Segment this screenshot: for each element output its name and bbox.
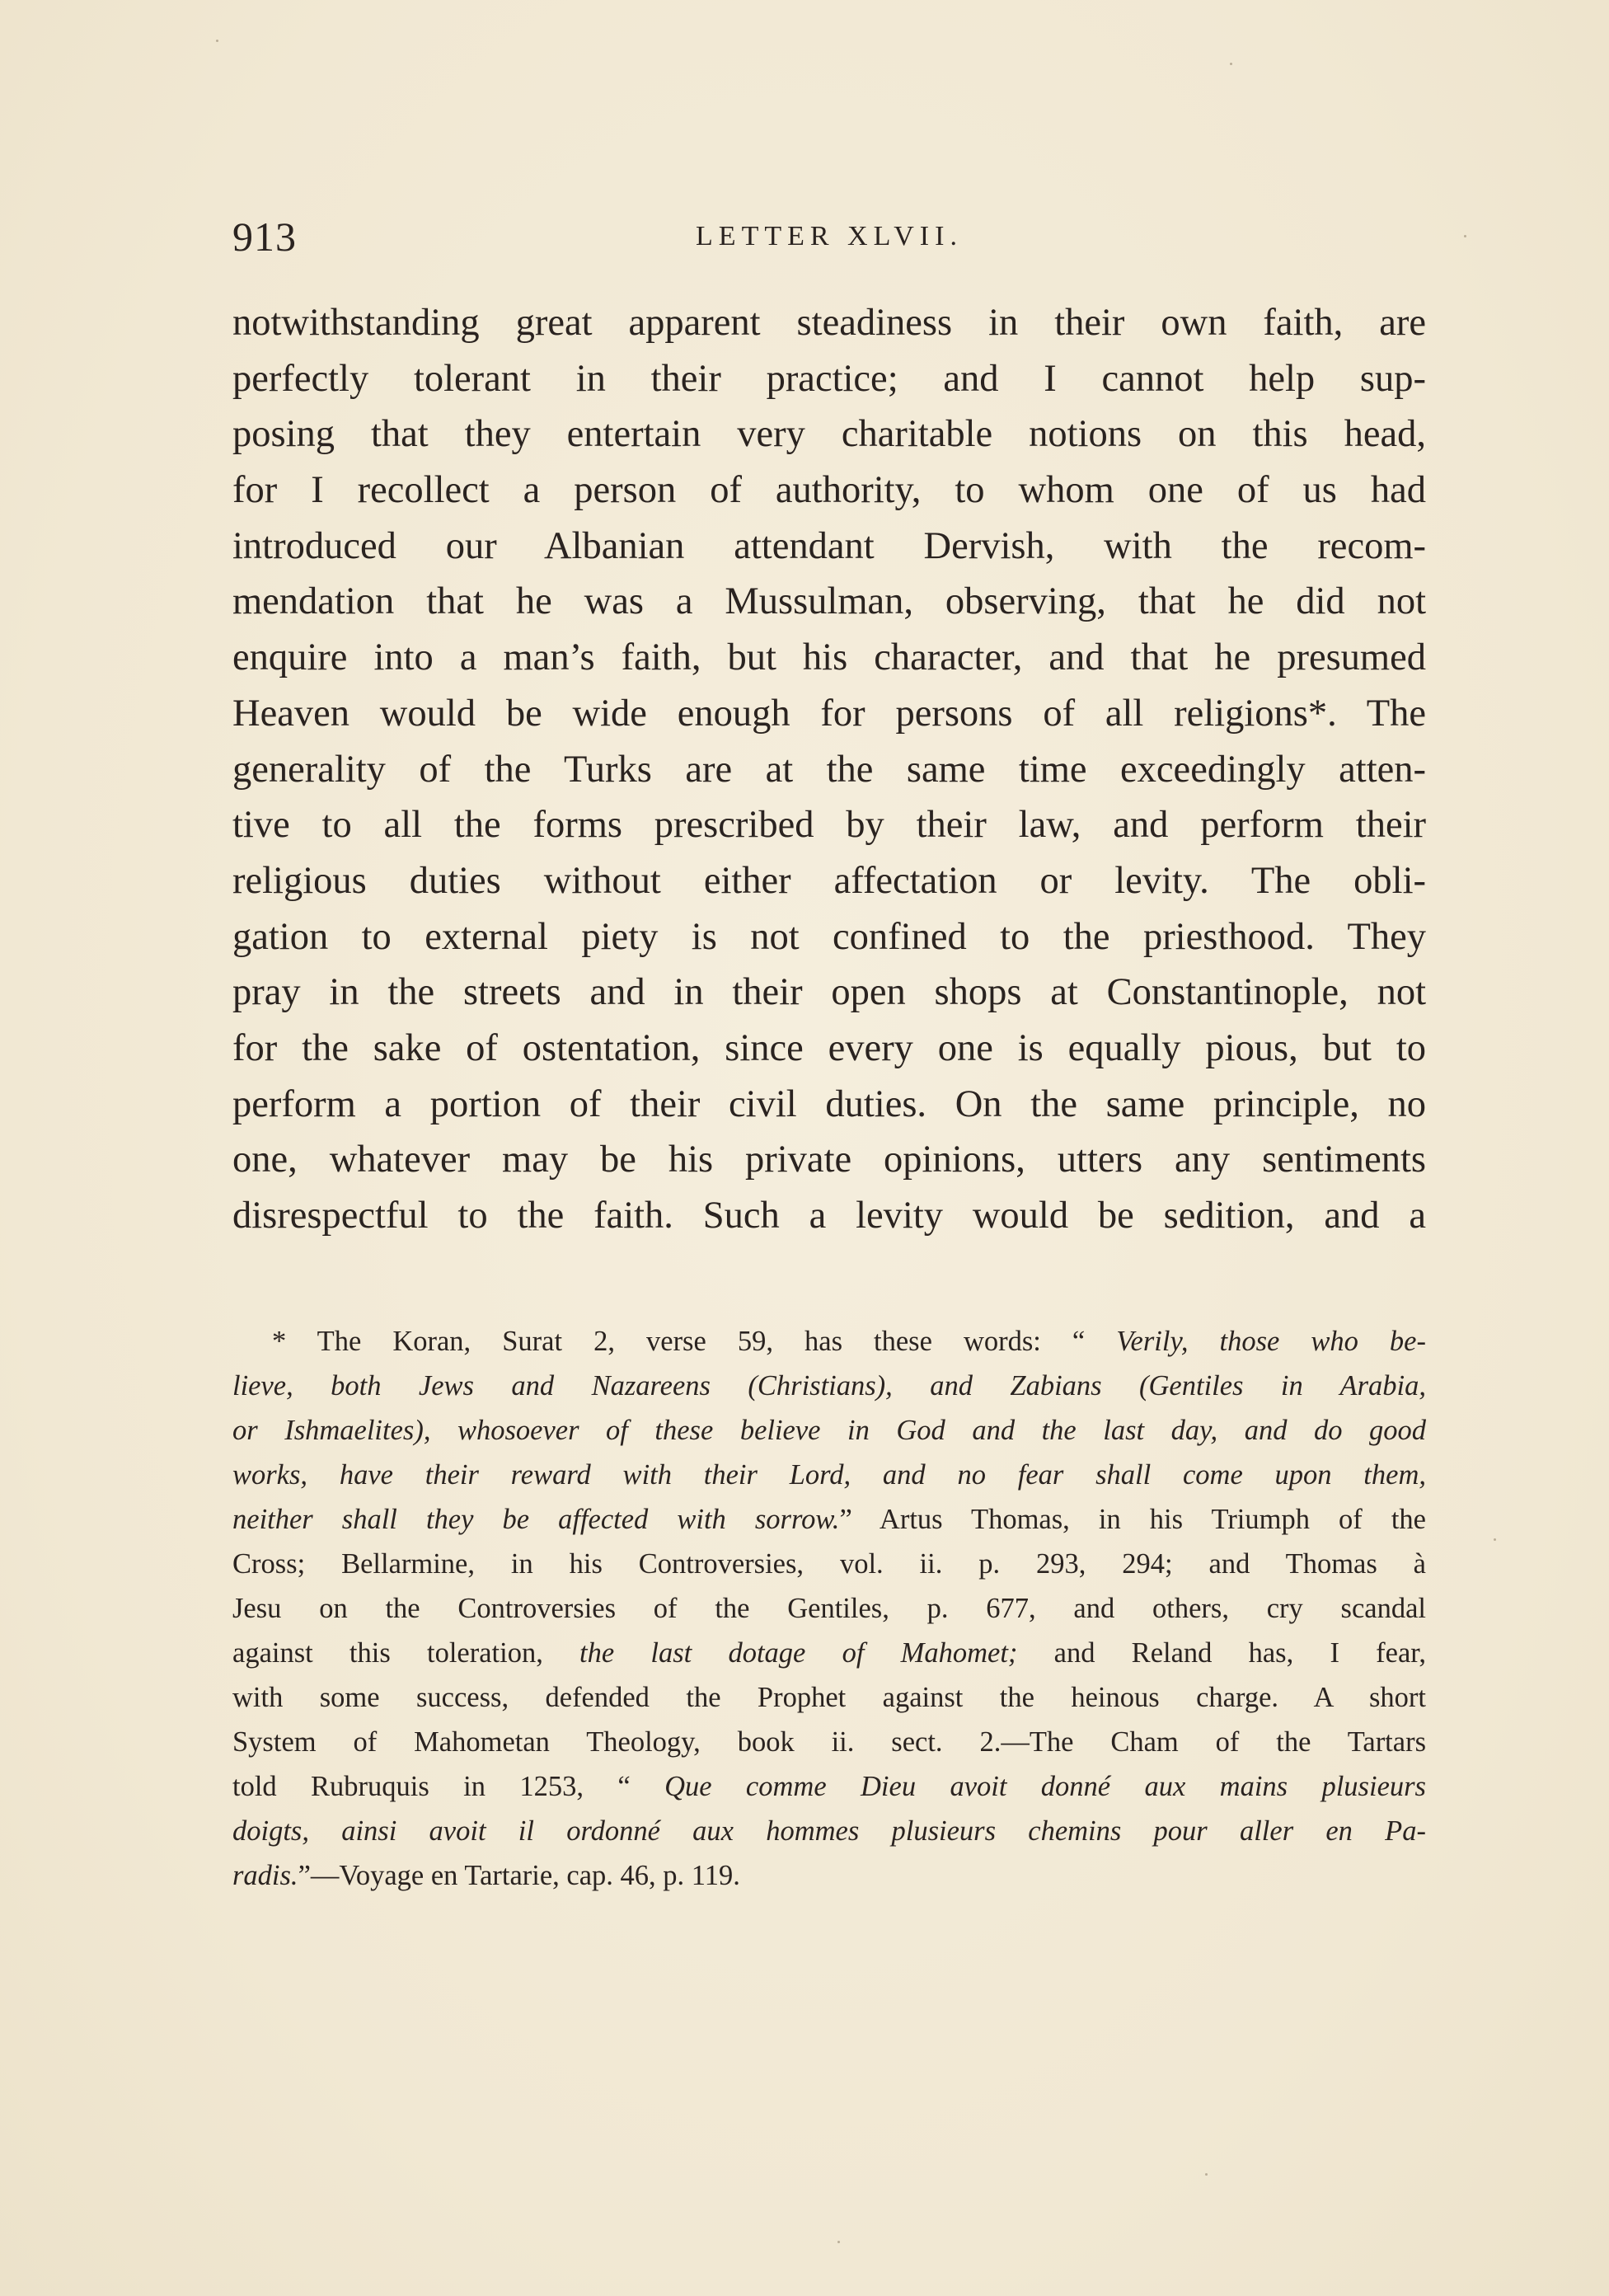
footnote-text: ”—Voyage en Tartarie, cap. 46, p. 119. — [298, 1860, 740, 1891]
body-line: one, whatever may be his private opinions, utters any sentiments — [232, 1139, 1426, 1181]
body-line: Heaven would be wide enough for persons of all religions*. The — [232, 692, 1426, 735]
footnote-italic-text: radis. — [232, 1860, 298, 1891]
body-line: for I recollect a person of authority, to whom one of us had — [232, 469, 1426, 512]
body-text — [232, 295, 1426, 1244]
footnote-italic-text: Verily, those who be- — [1116, 1326, 1426, 1357]
body-line: tive to all the forms prescribed by their law, and perform their — [232, 804, 1426, 847]
body-line: religious duties without either affectation or levity. The obli- — [232, 859, 1426, 902]
footnote-text: System of Mahometan Theology, book ii. sect. 2.—The Cham of the Tartars — [232, 1726, 1426, 1758]
body-line: enquire into a man’s faith, but his character, and that he presumed — [232, 636, 1426, 679]
footnote-line — [232, 1542, 1426, 1586]
footnote-text: and Reland has, I fear, — [1017, 1637, 1426, 1669]
footnote-italic-text: works, have their reward with their Lord, and no fear shall come upon them, — [232, 1459, 1426, 1491]
footnote-italic-text: lieve, both Jews and Nazareens (Christians), and Zabians (Gentiles in Arabia, — [232, 1370, 1426, 1402]
body-line: disrespectful to the faith. Such a levity would be sedition, and a — [232, 1195, 1426, 1237]
footnote-line — [232, 1631, 1426, 1675]
paper-speck — [1464, 235, 1466, 237]
body-line: for the sake of ostentation, since every one is equally pious, but to — [232, 1026, 1426, 1069]
body-line: mendation that he was a Mussulman, observing, that he did not — [232, 580, 1426, 623]
body-line: perform a portion of their civil duties. On the same principle, no — [232, 1082, 1426, 1125]
footnote-line — [232, 1364, 1426, 1408]
footnote-line — [232, 1586, 1426, 1631]
running-head: LETTER XLVII. — [696, 221, 963, 251]
footnote-text: ” Artus Thomas, in his Triumph of the — [839, 1504, 1426, 1535]
paper-speck — [837, 2241, 840, 2243]
footnote-italic-text: the last dotage of Mahomet; — [579, 1637, 1018, 1669]
body-line: pray in the streets and in their open shops at Constantinople, not — [232, 971, 1426, 1014]
footnote-line — [232, 1720, 1426, 1764]
footnote-text: told Rubruquis in 1253, “ — [232, 1771, 665, 1802]
body-line: introduced our Albanian attendant Dervish, with the recom- — [232, 524, 1426, 567]
footnote-line — [232, 1675, 1426, 1720]
footnote-line — [232, 1453, 1426, 1497]
footnote-italic-text: neither shall they be affected with sorrow. — [232, 1504, 840, 1535]
paper-speck — [1205, 2173, 1208, 2176]
footnote-italic-text: doigts, ainsi avoit il ordonné aux hommes plusieurs chemins pour aller en Pa- — [232, 1815, 1426, 1847]
footnote-line — [232, 1408, 1426, 1453]
footnote-line — [232, 1764, 1426, 1809]
paper-speck — [1230, 63, 1232, 65]
footnote-line — [232, 1497, 1426, 1542]
paper-speck — [1494, 1538, 1496, 1541]
footnote-italic-text: or Ishmaelites), whosoever of these believe in God and the last day, and do good — [232, 1415, 1426, 1446]
footnote-text: against this toleration, — [232, 1637, 580, 1669]
body-line: perfectly tolerant in their practice; and I cannot help sup- — [232, 357, 1426, 400]
body-line: gation to external piety is not confined to the priesthood. They — [232, 915, 1426, 958]
footnote — [232, 1319, 1426, 1898]
footnote-text: Cross; Bellarmine, in his Controversies, vol. ii. p. 293, 294; and Thomas à — [232, 1548, 1426, 1580]
footnote-text: * The Koran, Surat 2, verse 59, has these words: “ — [272, 1326, 1117, 1357]
footnote-line — [232, 1319, 1426, 1364]
page-number: 913 — [232, 214, 297, 260]
footnote-line — [232, 1809, 1426, 1853]
footnote-line — [232, 1853, 1426, 1898]
body-line: posing that they entertain very charitable notions on this head, — [232, 413, 1426, 456]
body-line: notwithstanding great apparent steadiness in their own faith, are — [232, 302, 1426, 344]
footnote-text: with some success, defended the Prophet against the heinous charge. A short — [232, 1682, 1426, 1713]
footnote-text: Jesu on the Controversies of the Gentiles, p. 677, and others, cry scandal — [232, 1593, 1426, 1624]
footnote-italic-text: Que comme Dieu avoit donné aux mains plusieurs — [664, 1771, 1426, 1802]
page-header — [232, 213, 1426, 262]
body-line: generality of the Turks are at the same time exceedingly atten- — [232, 748, 1426, 791]
paper-speck — [216, 40, 218, 42]
